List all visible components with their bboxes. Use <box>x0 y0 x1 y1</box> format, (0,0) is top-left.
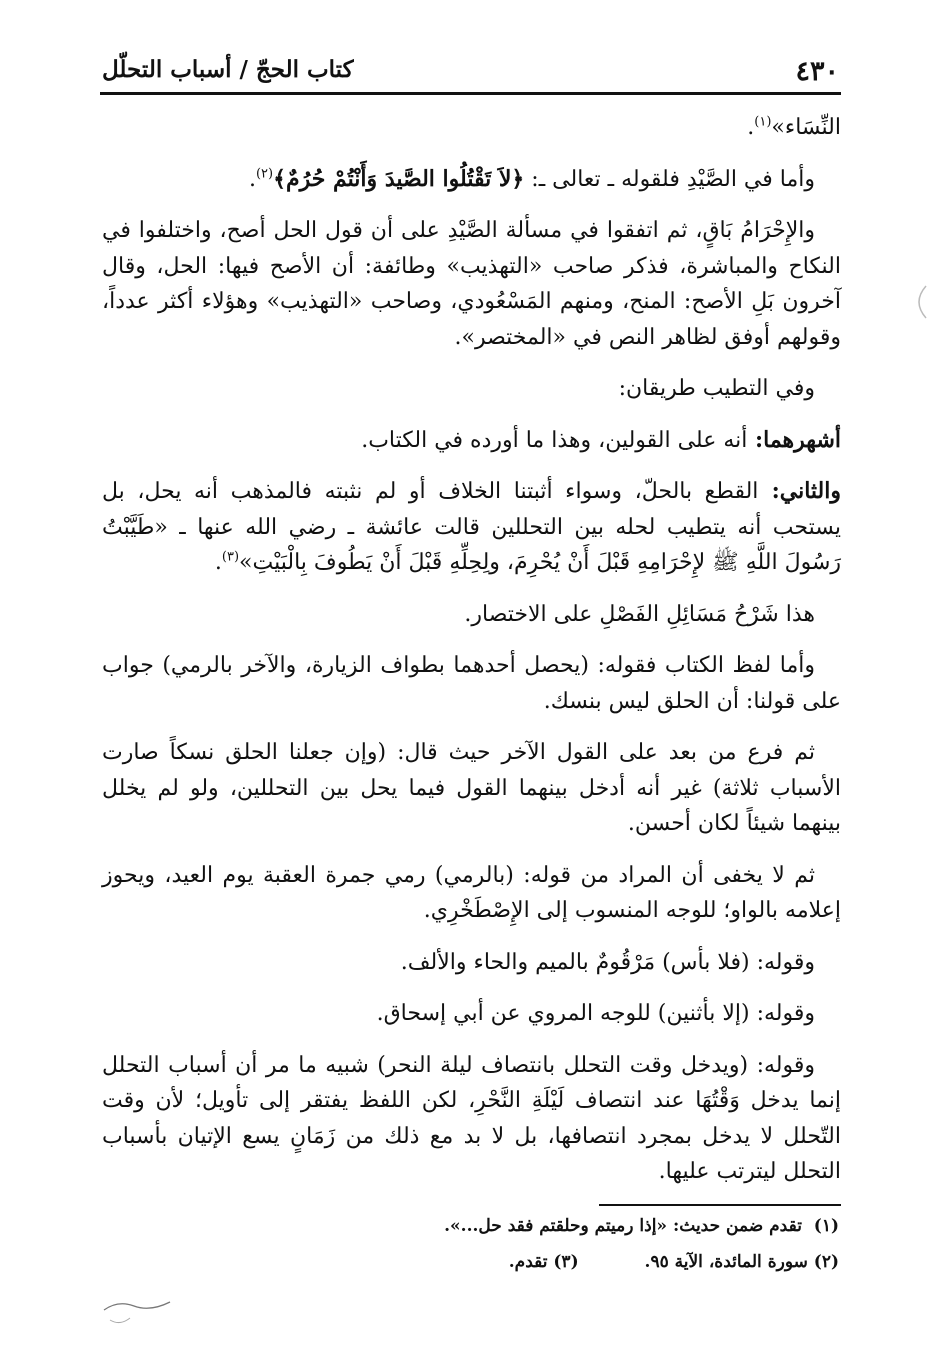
running-header <box>100 52 841 92</box>
quran-quote: ﴿لاَ تَقْتُلُوا الصَّيدَ وَأَنْتُمْ حُرُمٌ﴾ <box>273 165 525 192</box>
paragraph-7: هذا شَرْحُ مَسَائِلِ الفَصْلِ على الاختصار. <box>464 601 815 627</box>
header-rule <box>100 92 841 95</box>
paragraph-9: ثم فرع من بعد على القول الآخر حيث قال: (وإن جعلنا الحلق نسكاً صارت الأسباب ثلاثة) غير أنه أدخل بينهما القول فيما يحل بين التحللين، ولو لم يخلل بينهما شيئاً لكان أحسن. <box>102 740 841 836</box>
footnote-3: (٣) تقدم. <box>508 1252 579 1272</box>
footnote-ref-3: (٣) <box>221 549 240 565</box>
bold-lead: والثاني: <box>758 478 841 504</box>
footnotes-2-3 <box>102 1252 839 1272</box>
paragraph-3: والإِحْرَامُ بَاقٍ، ثم اتفقوا في مسألة الصَّيْدِ على أن قول الحل أصح، واختلفوا في النكاح والمباشرة، فذكر صاحب «التهذيب» وطائفة: أن الأصح فيها: الحل، وقال آخرون بَلِ الأصح: المنح، ومنهم المَسْعُودي، وصاحب «التهذيب» وهؤلاء أكثر عدداً، وقولهم أوفق لظاهر النص في «المختصر». <box>102 218 841 350</box>
paragraph-1: النِّسَاء»$^{(١)}$. <box>747 114 841 140</box>
footnote-2: (٢) سورة المائدة، الآية ٩٥. <box>644 1252 839 1272</box>
page-number: ٤٣٠ <box>795 56 839 87</box>
scan-corner-mark <box>100 1296 190 1332</box>
footnote-rule <box>599 1204 841 1206</box>
paragraph-6: والثاني: القطع بالحلّ، وسواء أثبتنا الخلاف أو لم نثبته فالمذهب أنه يحل، بل يستحب أنه يتطيب لحله بين التحللين قالت عائشة ـ رضي الله عنها ـ «طَيَّبْتُ رَسُولَ اللَّهِ ﷺ لإِحْرَامِهِ قَبْلَ أَنْ يُحْرِمَ، ولِحِلِّهِ قَبْلَ أَنْ يَطُوفَ بِالْبَيْتِ»$^{(٣)}$. <box>102 478 841 575</box>
paragraph-8: وأما لفظ الكتاب فقوله: (يحصل أحدهما بطواف الزيارة، والآخر بالرمي) جواب على قولنا: أن الحلق ليس بنسك. <box>102 653 841 714</box>
footnote-ref-1: (١) <box>754 114 772 130</box>
paragraph-12: وقوله: (إلا بأثنين) للوجه المروي عن أبي إسحاق. <box>376 1001 815 1026</box>
running-title: كتاب الحجّ / أسباب التحلّل <box>102 56 354 83</box>
paragraph-4: وفي التطيب طريقان: <box>618 376 815 401</box>
bold-lead: أشهرهما: <box>747 426 841 453</box>
scan-margin-mark <box>904 282 934 322</box>
footnote-1: (١) تقدم ضمن حديث: «إذا رميتم وحلقتم فقد حل...». <box>444 1216 839 1236</box>
main-text <box>102 110 841 1190</box>
paragraph-10: ثم لا يخفى أن المراد من قوله: (بالرمي) رمي جمرة العقبة يوم العيد، ويحوز إعلامه بالواو؛ للوجه المنسوب إلى الإِصْطَخْرِي. <box>102 862 841 923</box>
footnote-ref-2: (٢) <box>255 166 274 182</box>
paragraph-13: وقوله: (ويدخل وقت التحلل بانتصاف ليلة النحر) شبيه ما مر أن أسباب التحلل إنما يدخل وَقْتُهَا عند انتصاف لَيْلَةِ النَّحْرِ، لكن اللفظ يفتقر إلى تأويل؛ لأن وقت التّحلل لا يدخل بمجرد انتصافها، بل لا بد مع ذلك من زَمَانٍ يسع الإتيان بأسباب التحلل ليترتب عليها. <box>102 1052 841 1184</box>
paragraph-11: وقوله: (فلا بأس) مَرْقُومٌ بالميم والحاء والألف. <box>400 949 815 975</box>
paragraph-2: وأما في الصَّيْدِ فلقوله ـ تعالى ـ: ﴿لاَ تَقْتُلُوا الصَّيدَ وَأَنْتُمْ حُرُمٌ﴾$^{(٢)}$. <box>248 165 815 192</box>
paragraph-5: أشهرهما: أنه على القولين، وهذا ما أورده في الكتاب. <box>361 426 841 453</box>
